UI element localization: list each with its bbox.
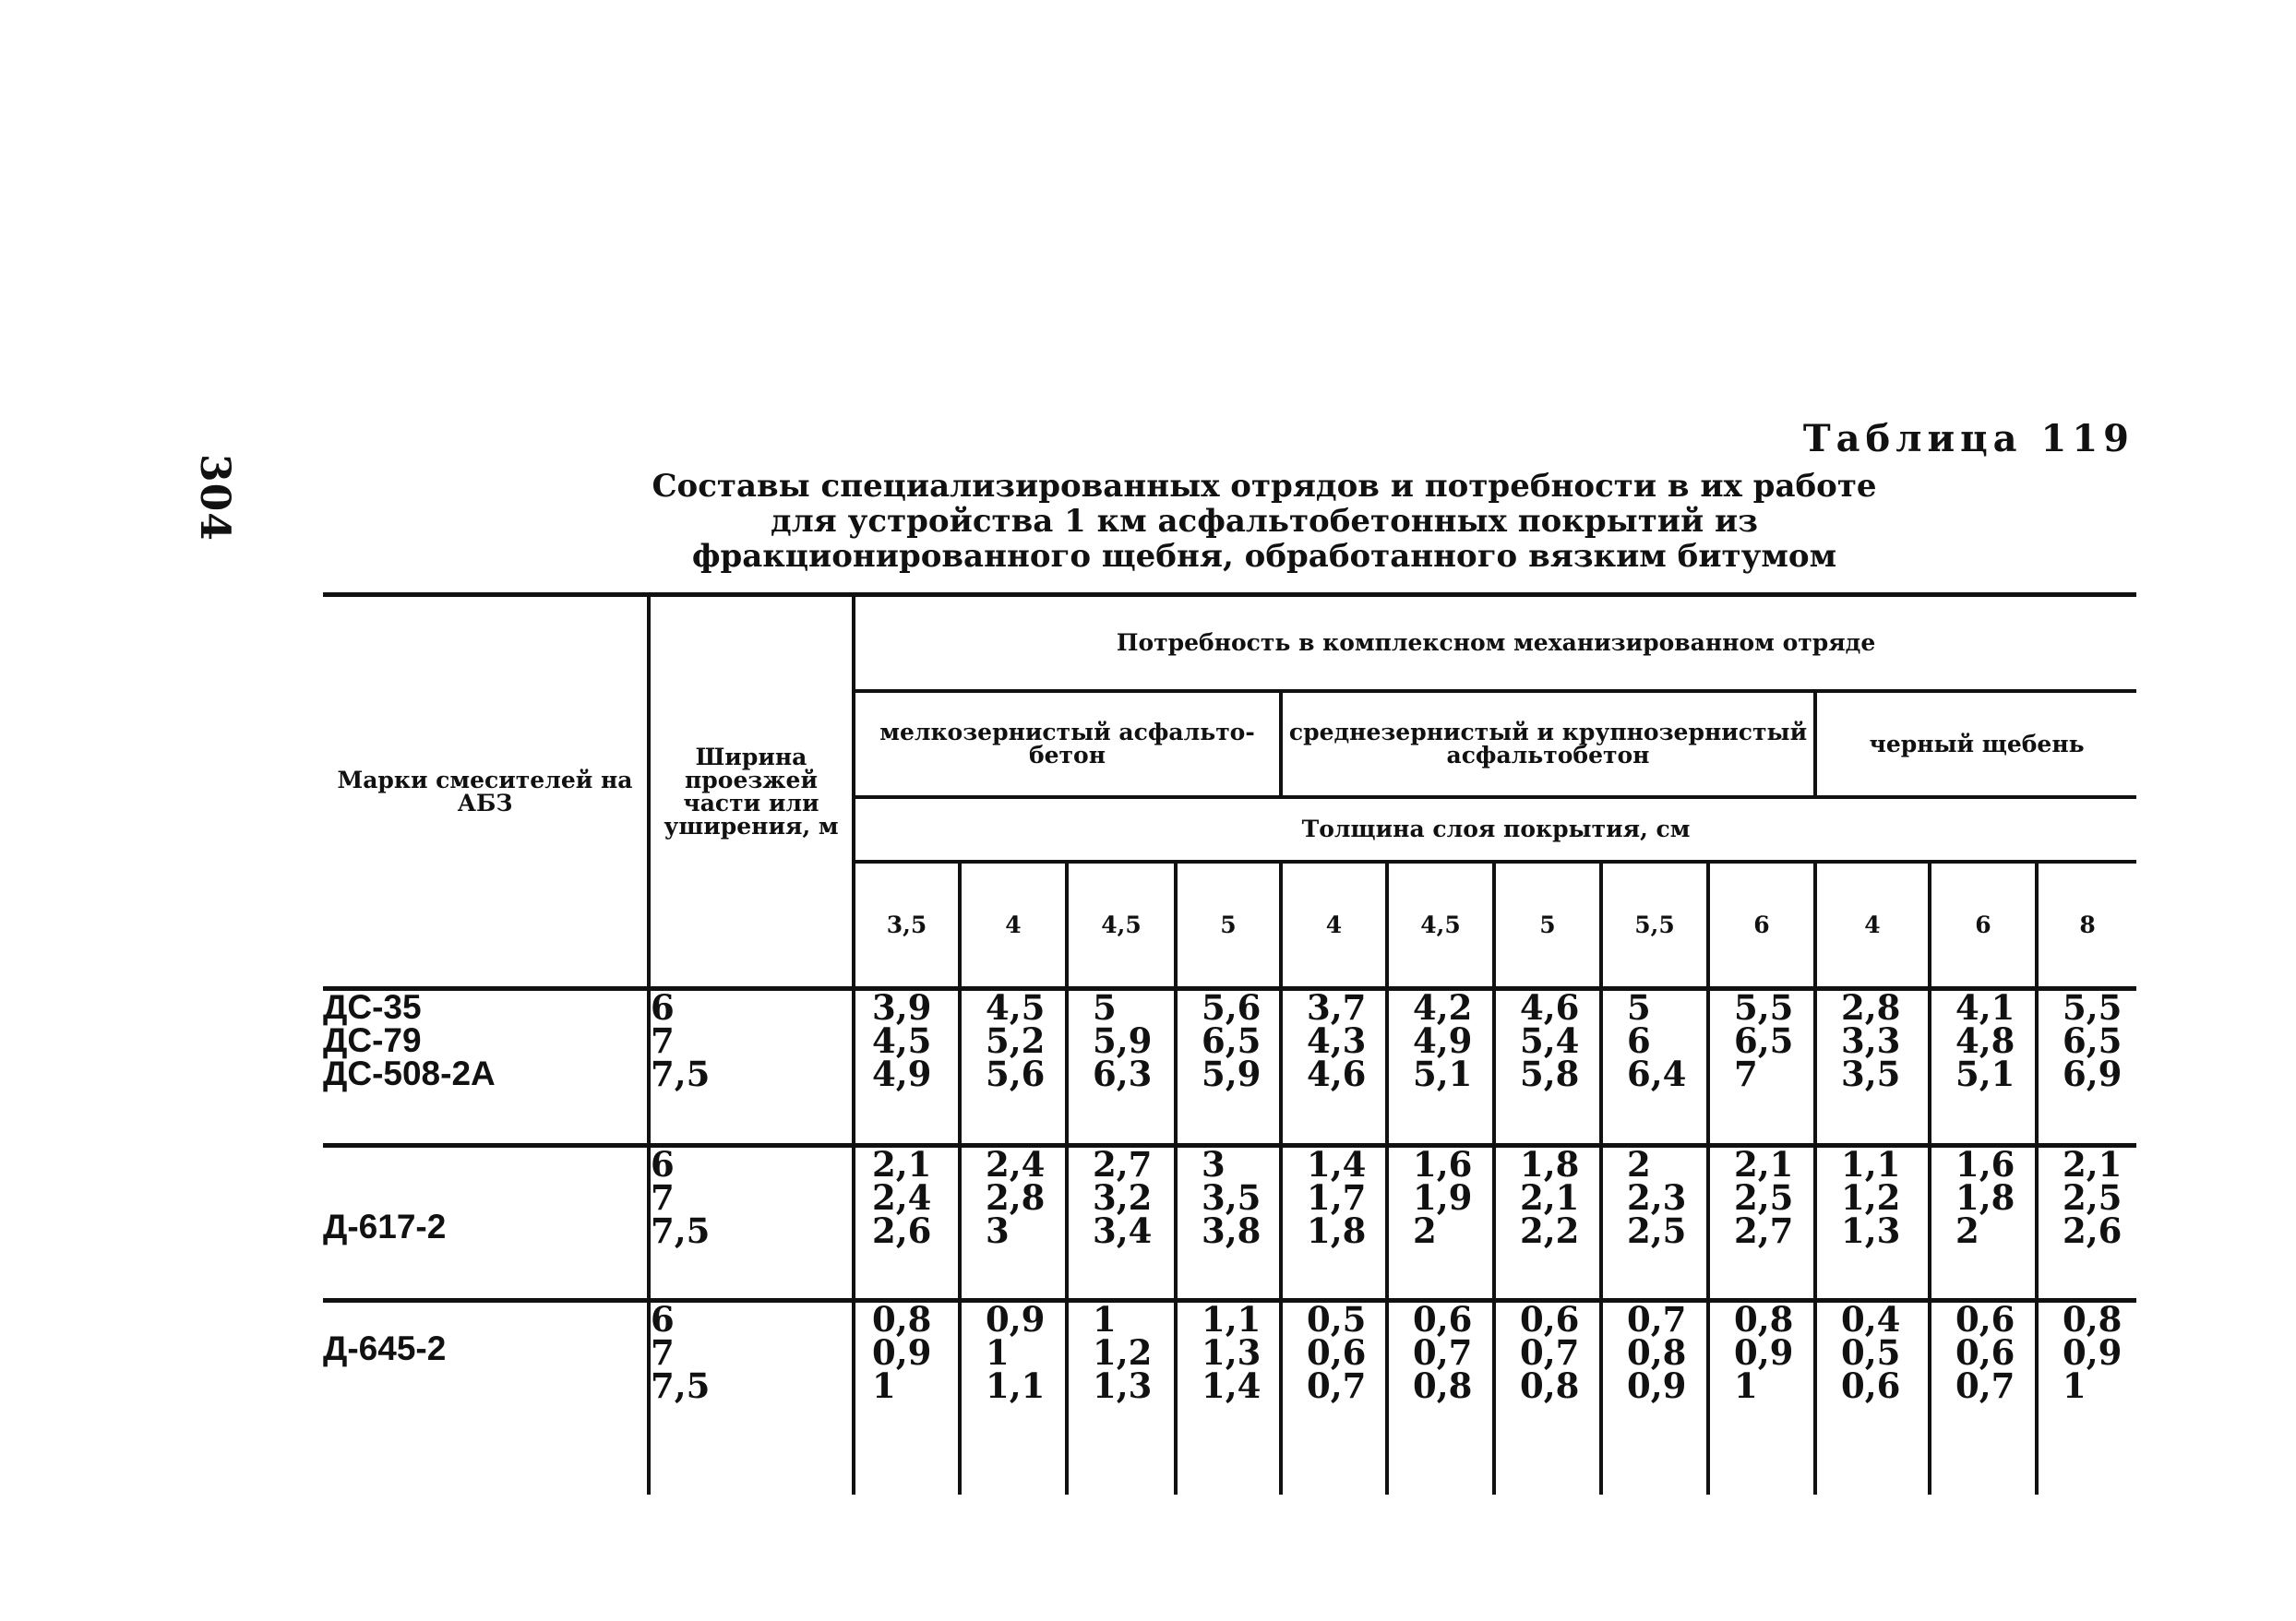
mixer-mark: Д-645-2 (323, 1329, 447, 1367)
requirement-value: 0,9 (1734, 1332, 1794, 1373)
requirement-cell (1601, 1146, 1708, 1301)
requirement-value: 2,5 (1734, 1177, 1794, 1218)
requirement-value: 6,9 (2063, 1054, 2123, 1094)
requirement-value: 5,1 (1955, 1054, 2015, 1094)
mixer-mark: ДС-35 (323, 988, 422, 1026)
road-width-value: 6 (651, 987, 675, 1028)
requirement-cell (1930, 989, 2037, 1146)
table-body (323, 989, 2136, 1495)
requirement-value: 0,8 (872, 1299, 932, 1340)
requirement-cell (2037, 1146, 2136, 1301)
requirement-value: 2,4 (986, 1144, 1046, 1185)
requirement-value: 1,3 (1202, 1332, 1262, 1373)
requirement-value: 6,3 (1093, 1054, 1153, 1094)
requirement-value: 3,8 (1202, 1210, 1262, 1251)
road-width-value: 6 (651, 1144, 675, 1185)
requirement-value: 5,9 (1202, 1054, 1262, 1094)
requirement-value: 0,7 (1520, 1332, 1580, 1373)
requirement-value: 4,5 (986, 987, 1046, 1028)
requirement-cell (1815, 1301, 1930, 1495)
table-header (323, 595, 2136, 989)
requirement-value: 1 (2063, 1365, 2087, 1406)
header-road-width: Ширина проезжей части или уширения, м (649, 595, 854, 989)
requirement-value: 0,6 (1307, 1332, 1367, 1373)
requirement-cell (1067, 989, 1176, 1146)
requirement-value: 0,8 (1627, 1332, 1687, 1373)
thickness-col: 4 (960, 862, 1067, 989)
requirement-value: 2,1 (2063, 1144, 2123, 1185)
requirement-value: 0,6 (1955, 1332, 2015, 1373)
requirement-value: 2,1 (1520, 1177, 1580, 1218)
road-width-cell (649, 1301, 854, 1495)
requirement-cell (1708, 989, 1815, 1146)
table-row (323, 989, 2136, 1146)
requirement-value: 1,7 (1307, 1177, 1367, 1218)
requirement-value: 2,5 (2063, 1177, 2123, 1218)
requirement-value: 2,7 (1093, 1144, 1153, 1185)
requirement-value: 3,2 (1093, 1177, 1153, 1218)
requirement-value: 2,6 (2063, 1210, 2123, 1251)
requirement-value: 0,7 (1413, 1332, 1473, 1373)
requirement-value: 4,6 (1520, 987, 1580, 1028)
thickness-col: 3,5 (854, 862, 960, 989)
thickness-col: 5 (1494, 862, 1601, 989)
requirement-value: 1,1 (1202, 1299, 1262, 1340)
requirement-cell (1815, 1146, 1930, 1301)
road-width-value: 7 (651, 1020, 675, 1061)
thickness-col: 4 (1281, 862, 1387, 989)
requirement-value: 0,6 (1520, 1299, 1580, 1340)
requirement-value: 0,5 (1841, 1332, 1901, 1373)
requirement-value: 1,3 (1093, 1365, 1153, 1406)
requirement-cell (854, 1301, 960, 1495)
table-row (323, 1301, 2136, 1495)
requirement-cell (854, 989, 960, 1146)
requirement-value: 1,4 (1202, 1365, 1262, 1406)
requirement-value: 5,6 (986, 1054, 1046, 1094)
requirement-cell (854, 1146, 960, 1301)
mixer-marks-cell (323, 1146, 649, 1301)
requirement-value: 7 (1734, 1054, 1758, 1094)
road-width-cell (649, 989, 854, 1146)
requirement-value: 3,5 (1202, 1177, 1262, 1218)
requirement-value: 1,4 (1307, 1144, 1367, 1185)
requirement-value: 5,2 (986, 1020, 1046, 1061)
requirement-cell (1387, 1146, 1494, 1301)
requirement-value: 0,6 (1413, 1299, 1473, 1340)
requirement-value: 3,7 (1307, 987, 1367, 1028)
road-width-value: 7 (651, 1332, 675, 1373)
requirement-cell (1708, 1301, 1815, 1495)
requirement-cell (960, 989, 1067, 1146)
mixer-mark: Д-617-2 (323, 1208, 447, 1246)
requirement-value: 4,5 (872, 1020, 932, 1061)
requirement-value: 1,8 (1307, 1210, 1367, 1251)
requirement-value: 2,6 (872, 1210, 932, 1251)
requirement-value: 2 (1413, 1210, 1437, 1251)
requirement-cell (960, 1301, 1067, 1495)
requirement-value: 1 (872, 1365, 896, 1406)
header-medium-coarse: среднезернистый и крупнозернистый асфальтобетон (1281, 691, 1815, 797)
requirement-cell (1281, 1146, 1387, 1301)
requirement-cell (1708, 1146, 1815, 1301)
road-width-value: 6 (651, 1299, 675, 1340)
requirement-value: 1 (986, 1332, 1010, 1373)
requirement-value: 2,1 (872, 1144, 932, 1185)
requirement-cell (1815, 989, 1930, 1146)
requirement-value: 0,7 (1307, 1365, 1367, 1406)
requirement-value: 1,6 (1413, 1144, 1473, 1185)
requirement-value: 2,8 (1841, 987, 1901, 1028)
requirement-cell (1176, 989, 1281, 1146)
requirement-value: 4,1 (1955, 987, 2015, 1028)
requirement-value: 6,5 (2063, 1020, 2123, 1061)
requirement-value: 3,4 (1093, 1210, 1153, 1251)
requirement-cell (1930, 1301, 2037, 1495)
title-line: для устройства 1 км асфальтобетонных покрытий из (771, 503, 1758, 540)
requirement-cell (1494, 1301, 1601, 1495)
requirement-cell (1067, 1146, 1176, 1301)
requirement-value: 0,9 (2063, 1332, 2123, 1373)
table-row (323, 1146, 2136, 1301)
table-title (572, 469, 1956, 574)
requirement-value: 1,1 (986, 1365, 1046, 1406)
requirement-value: 0,8 (1734, 1299, 1794, 1340)
requirement-value: 4,6 (1307, 1054, 1367, 1094)
mixer-mark: ДС-508-2А (323, 1055, 496, 1092)
requirement-cell (1281, 989, 1387, 1146)
requirement-value: 1,3 (1841, 1210, 1901, 1251)
mixer-marks-cell (323, 989, 649, 1146)
requirement-value: 1,2 (1841, 1177, 1901, 1218)
requirement-value: 4,9 (1413, 1020, 1473, 1061)
header-need-in-unit: Потребность в комплексном механизированном отряде (854, 595, 2136, 691)
requirement-value: 2,5 (1627, 1210, 1687, 1251)
requirement-value: 5,5 (2063, 987, 2123, 1028)
requirement-cell (1281, 1301, 1387, 1495)
requirement-value: 4,9 (872, 1054, 932, 1094)
requirement-value: 1,8 (1520, 1144, 1580, 1185)
requirement-value: 6,4 (1627, 1054, 1687, 1094)
requirement-value: 5,8 (1520, 1054, 1580, 1094)
requirement-value: 2,3 (1627, 1177, 1687, 1218)
requirement-value: 3,3 (1841, 1020, 1901, 1061)
title-line: Составы специализированных отрядов и потребности в их работе (652, 468, 1877, 505)
requirement-value: 5,5 (1734, 987, 1794, 1028)
requirement-cell (2037, 1301, 2136, 1495)
requirement-value: 0,6 (1955, 1299, 2015, 1340)
thickness-col: 8 (2037, 862, 2136, 989)
requirement-value: 2,1 (1734, 1144, 1794, 1185)
requirement-value: 5,9 (1093, 1020, 1153, 1061)
requirement-value: 3 (986, 1210, 1010, 1251)
requirement-value: 2,2 (1520, 1210, 1580, 1251)
requirement-value: 5,6 (1202, 987, 1262, 1028)
requirement-value: 0,4 (1841, 1299, 1901, 1340)
requirement-value: 3 (1202, 1144, 1226, 1185)
mixer-mark: ДС-79 (323, 1021, 422, 1059)
road-width-value: 7 (651, 1177, 675, 1218)
road-width-cell (649, 1146, 854, 1301)
thickness-col: 4 (1815, 862, 1930, 989)
road-width-value: 7,5 (651, 1054, 711, 1094)
requirement-cell (1601, 989, 1708, 1146)
requirement-value: 0,9 (986, 1299, 1046, 1340)
requirement-cell (2037, 989, 2136, 1146)
requirement-value: 0,8 (1413, 1365, 1473, 1406)
requirement-value: 4,3 (1307, 1020, 1367, 1061)
thickness-col: 4,5 (1387, 862, 1494, 989)
requirement-value: 1,9 (1413, 1177, 1473, 1218)
thickness-col: 6 (1930, 862, 2037, 989)
requirement-cell (960, 1146, 1067, 1301)
requirement-value: 1,1 (1841, 1144, 1901, 1185)
requirement-value: 1,6 (1955, 1144, 2015, 1185)
table-label: Таблица 119 (1802, 417, 2135, 460)
requirement-cell (1494, 989, 1601, 1146)
page-number: 304 (191, 454, 238, 542)
requirement-cell (1176, 1146, 1281, 1301)
requirement-value: 6 (1627, 1020, 1651, 1061)
requirement-cell (1601, 1301, 1708, 1495)
requirement-value: 0,9 (1627, 1365, 1687, 1406)
title-line: фракционированного щебня, обработанного вязким битумом (691, 538, 1837, 575)
thickness-col: 6 (1708, 862, 1815, 989)
requirements-table (323, 592, 2136, 1495)
requirement-value: 2,4 (872, 1177, 932, 1218)
requirement-value: 0,9 (872, 1332, 932, 1373)
requirement-value: 0,8 (2063, 1299, 2123, 1340)
requirement-value: 1,2 (1093, 1332, 1153, 1373)
requirement-value: 2 (1627, 1144, 1651, 1185)
requirement-value: 4,8 (1955, 1020, 2015, 1061)
requirement-value: 5 (1093, 987, 1117, 1028)
requirement-cell (1067, 1301, 1176, 1495)
header-layer-thickness: Толщина слоя покрытия, см (854, 797, 2136, 862)
header-black-gravel: черный щебень (1815, 691, 2136, 797)
requirement-value: 6,5 (1734, 1020, 1794, 1061)
requirement-value: 2,7 (1734, 1210, 1794, 1251)
requirement-value: 4,2 (1413, 987, 1473, 1028)
requirement-value: 0,6 (1841, 1365, 1901, 1406)
requirement-value: 3,9 (872, 987, 932, 1028)
requirement-cell (1387, 1301, 1494, 1495)
requirement-cell (1930, 1146, 2037, 1301)
requirement-value: 0,7 (1955, 1365, 2015, 1406)
road-width-value: 7,5 (651, 1210, 711, 1251)
requirement-value: 1 (1093, 1299, 1117, 1340)
requirement-value: 5,4 (1520, 1020, 1580, 1061)
requirement-value: 0,8 (1520, 1365, 1580, 1406)
header-mixer-marks: Марки смесителей на АБЗ (337, 767, 633, 816)
requirement-cell (1387, 989, 1494, 1146)
requirement-value: 3,5 (1841, 1054, 1901, 1094)
requirement-value: 0,7 (1627, 1299, 1687, 1340)
thickness-col: 5,5 (1601, 862, 1708, 989)
header-fine-grain: мелкозернистый асфальто- бетон (854, 691, 1281, 797)
mixer-marks-cell (323, 1301, 649, 1495)
requirement-value: 1 (1734, 1365, 1758, 1406)
requirement-value: 5,1 (1413, 1054, 1473, 1094)
requirement-cell (1176, 1301, 1281, 1495)
requirement-value: 1,8 (1955, 1177, 2015, 1218)
requirement-value: 5 (1627, 987, 1651, 1028)
road-width-value: 7,5 (651, 1365, 711, 1406)
requirement-value: 2,8 (986, 1177, 1046, 1218)
thickness-col: 4,5 (1067, 862, 1176, 989)
requirement-value: 2 (1955, 1210, 1979, 1251)
requirement-cell (1494, 1146, 1601, 1301)
requirement-value: 0,5 (1307, 1299, 1367, 1340)
thickness-col: 5 (1176, 862, 1281, 989)
requirement-value: 6,5 (1202, 1020, 1262, 1061)
